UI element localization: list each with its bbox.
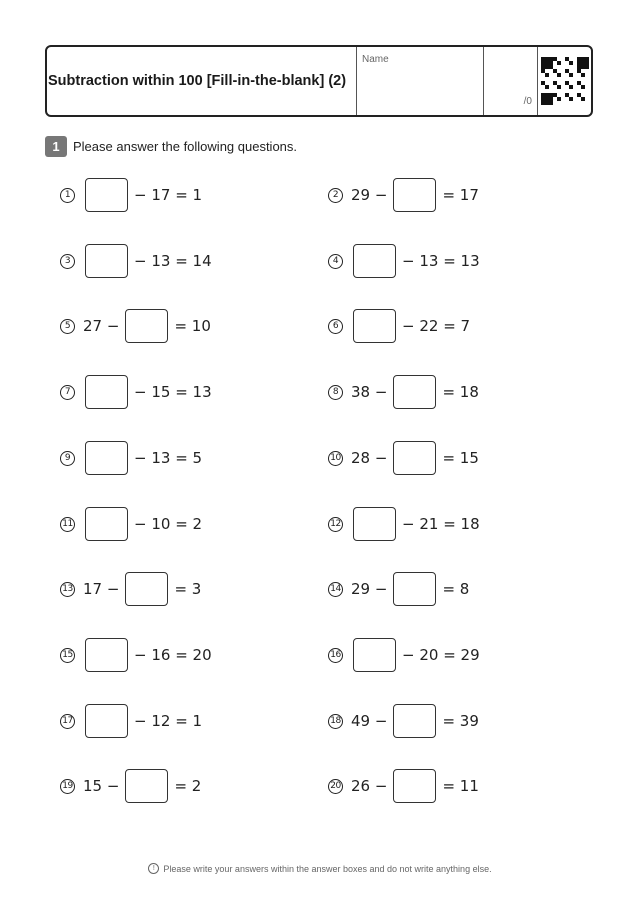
answer-box[interactable] <box>353 244 396 278</box>
problem-11 <box>60 506 202 542</box>
equation-text: − 13 = 5 <box>134 449 203 467</box>
equation-text: 17 − <box>83 580 120 598</box>
problem-5 <box>60 308 211 344</box>
problem-16 <box>328 637 480 673</box>
equation-text: = 11 <box>442 777 479 795</box>
answer-box[interactable] <box>85 507 128 541</box>
name-label: Name <box>362 54 389 65</box>
question-number: 2 <box>328 188 343 203</box>
question-number: 4 <box>328 254 343 269</box>
question-number: 8 <box>328 385 343 400</box>
answer-box[interactable] <box>393 178 436 212</box>
equation-text: = 18 <box>442 383 479 401</box>
answer-box[interactable] <box>353 638 396 672</box>
problem-2 <box>328 177 479 213</box>
worksheet-title: Subtraction within 100 [Fill-in-the-blank] (2) <box>48 73 347 89</box>
equation-text: − 17 = 1 <box>134 186 203 204</box>
equation-text: = 10 <box>174 317 211 335</box>
equation-text: 27 − <box>83 317 120 335</box>
problem-9 <box>60 440 202 476</box>
section-instruction <box>45 136 297 157</box>
problem-10 <box>328 440 479 476</box>
problem-7 <box>60 374 212 410</box>
answer-box[interactable] <box>125 572 168 606</box>
equation-text: − 15 = 13 <box>134 383 212 401</box>
name-field[interactable] <box>357 47 484 115</box>
equation-text: = 39 <box>442 712 479 730</box>
answer-box[interactable] <box>85 244 128 278</box>
equation-text: − 21 = 18 <box>402 515 480 533</box>
answer-box[interactable] <box>393 572 436 606</box>
equation-text: 29 − <box>351 186 388 204</box>
equation-text: 28 − <box>351 449 388 467</box>
answer-box[interactable] <box>85 441 128 475</box>
answer-box[interactable] <box>393 704 436 738</box>
question-number: 3 <box>60 254 75 269</box>
problem-17 <box>60 703 202 739</box>
question-number: 19 <box>60 779 75 794</box>
equation-text: − 16 = 20 <box>134 646 212 664</box>
question-number: 7 <box>60 385 75 400</box>
section-number-badge: 1 <box>45 136 67 157</box>
question-number: 6 <box>328 319 343 334</box>
equation-text: − 22 = 7 <box>402 317 471 335</box>
question-number: 16 <box>328 648 343 663</box>
score-field <box>484 47 538 115</box>
question-number: 10 <box>328 451 343 466</box>
question-number: 15 <box>60 648 75 663</box>
equation-text: = 17 <box>442 186 479 204</box>
question-number: 12 <box>328 517 343 532</box>
score-label: /0 <box>523 96 532 107</box>
problem-18 <box>328 703 479 739</box>
problem-3 <box>60 243 212 279</box>
answer-box[interactable] <box>125 309 168 343</box>
answer-box[interactable] <box>85 638 128 672</box>
answer-box[interactable] <box>85 178 128 212</box>
equation-text: − 20 = 29 <box>402 646 480 664</box>
title-cell <box>47 47 357 115</box>
answer-box[interactable] <box>393 375 436 409</box>
answer-box[interactable] <box>85 375 128 409</box>
info-icon: ! <box>148 863 159 874</box>
answer-box[interactable] <box>85 704 128 738</box>
problem-13 <box>60 571 201 607</box>
equation-text: 38 − <box>351 383 388 401</box>
problem-1 <box>60 177 202 213</box>
problem-14 <box>328 571 469 607</box>
question-number: 1 <box>60 188 75 203</box>
equation-text: − 13 = 13 <box>402 252 480 270</box>
equation-text: 29 − <box>351 580 388 598</box>
problem-15 <box>60 637 212 673</box>
answer-box[interactable] <box>353 507 396 541</box>
question-number: 11 <box>60 517 75 532</box>
qr-code-cell <box>538 47 591 115</box>
question-number: 13 <box>60 582 75 597</box>
equation-text: = 15 <box>442 449 479 467</box>
worksheet-header <box>45 45 593 117</box>
problem-20 <box>328 768 479 804</box>
problem-19 <box>60 768 201 804</box>
question-number: 14 <box>328 582 343 597</box>
problem-12 <box>328 506 480 542</box>
problem-8 <box>328 374 479 410</box>
answer-box[interactable] <box>125 769 168 803</box>
answer-box[interactable] <box>393 769 436 803</box>
problem-6 <box>328 308 470 344</box>
problem-4 <box>328 243 480 279</box>
question-number: 18 <box>328 714 343 729</box>
instruction-text: Please answer the following questions. <box>73 139 298 154</box>
equation-text: − 10 = 2 <box>134 515 203 533</box>
equation-text: = 2 <box>174 777 202 795</box>
equation-text: 15 − <box>83 777 120 795</box>
equation-text: = 8 <box>442 580 470 598</box>
equation-text: = 3 <box>174 580 202 598</box>
question-number: 9 <box>60 451 75 466</box>
question-number: 20 <box>328 779 343 794</box>
footer-note <box>0 863 640 874</box>
question-number: 5 <box>60 319 75 334</box>
qr-code <box>541 57 589 105</box>
answer-box[interactable] <box>393 441 436 475</box>
equation-text: 26 − <box>351 777 388 795</box>
equation-text: − 13 = 14 <box>134 252 212 270</box>
footer-text: Please write your answers within the answer boxes and do not write anything else. <box>163 863 492 874</box>
answer-box[interactable] <box>353 309 396 343</box>
equation-text: − 12 = 1 <box>134 712 203 730</box>
equation-text: 49 − <box>351 712 388 730</box>
question-number: 17 <box>60 714 75 729</box>
